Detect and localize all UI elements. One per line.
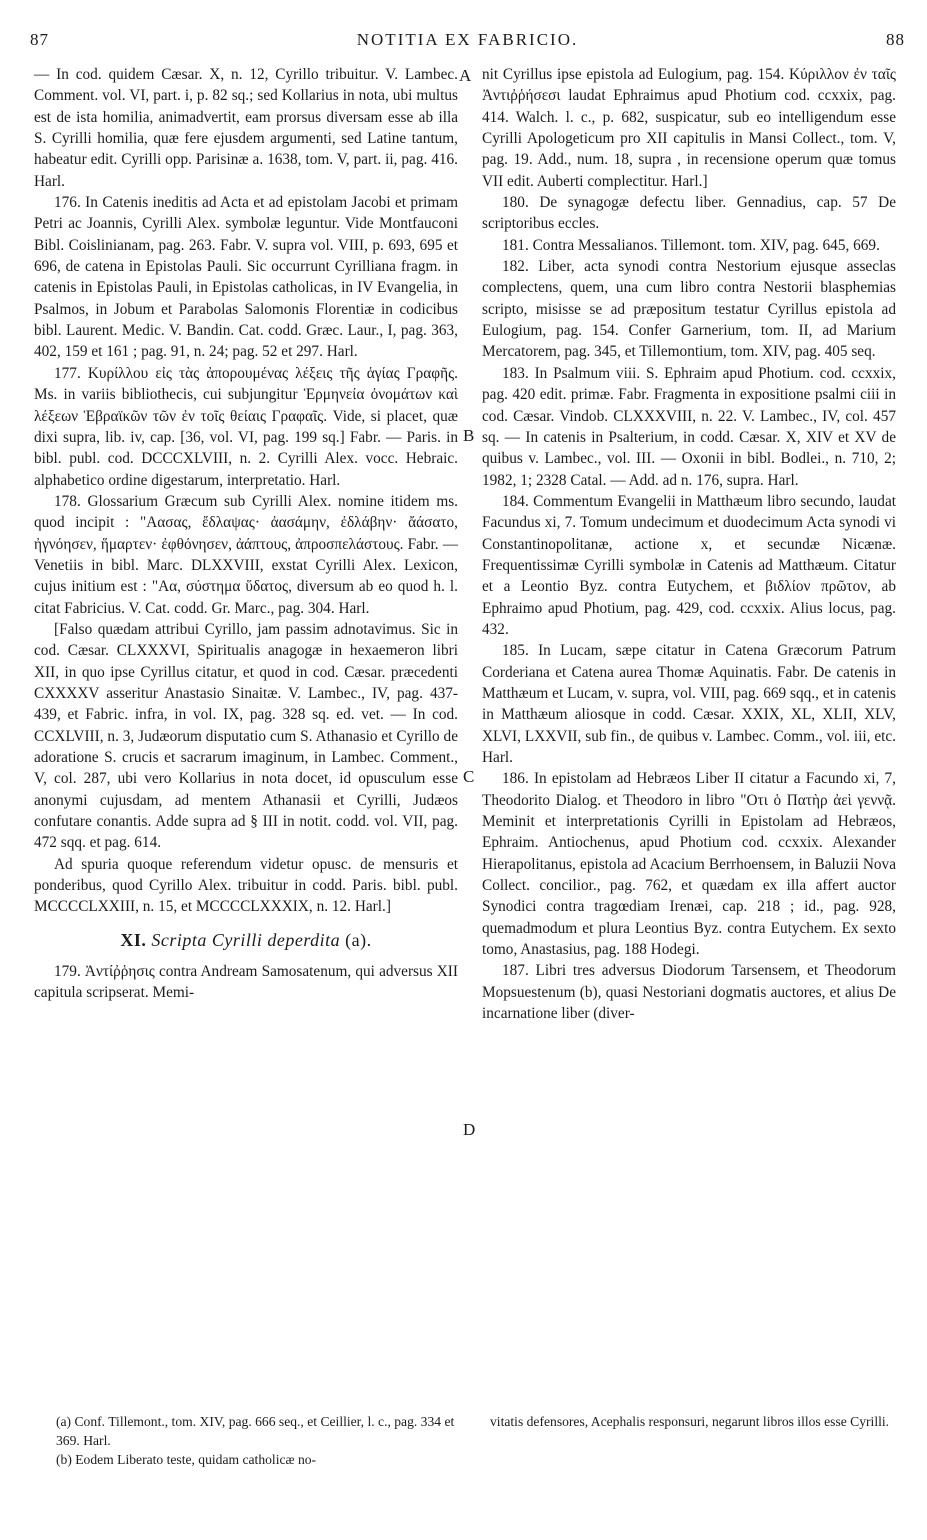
footnotes-right: [490, 1412, 890, 1431]
entry-184: 184. Commentum Evangelii in Matthæum libro secundo, laudat Facundus xi, 7. Tomum undecimum et duodecimum Acta synodi vi Constantinopolitanæ, actione x, et secundæ Nicænæ. Frequentissimæ Cyrilli symbolæ in Catenis ad Matthæum. Citatur et a Leontio Byz. contra Eutychem, et βιδλίον πρῶτον, ab Ephraimo apud Photium, pag. 429, cod. ccxxix. Alius locus, pag. 432.: [482, 492, 896, 638]
paragraph: nit Cyrillus ipse epistola ad Eulogium, pag. 154. Κύριλλον ἐν ταῖς Ἀντιῤῥήσεσι laudat Ephraimus apud Photium cod. ccxxix, pag. 414. Walch. l. c., p. 682, suspicatur, sub eo intelligendum esse Cyrilli Apologeticum pro XII capitulis in Mansi Collect., tom. V, pag. 19. Add., num. 18, supra , in recensione operum quæ tomus VII edit. Auberti complectitur. Harl.]: [482, 66, 896, 190]
margin-letter-d: D: [463, 1120, 476, 1139]
margin-letter-a: A: [459, 66, 472, 85]
entry-176: 176. In Catenis ineditis ad Acta et ad epistolam Jacobi et primam Petri ac Joannis, Cyrilli Alex. symbolæ leguntur. Vide Montfauconi Bibl. Coislinianam, pag. 263. Fabr. V. supra vol. VIII, p. 693, 695 et 696, de catena in Epistolas Pauli. Sic occurrunt Cyrilliana fragm. in catenis in Epistolas Pauli, in Epistolas catholicas, in IV Evangelia, in Psalmos, in Jobum et Parabolas Salomonis Florentiæ in codicibus bibl. Laurent. Medic. V. Bandin. Cat. codd. Græc. Laur., I, pag. 363, 402, 159 et 161 ; pag. 91, n. 24; pag. 52 et 297. Harl.: [34, 194, 458, 361]
entry-185: 185. In Lucam, sæpe citatur in Catena Græcorum Patrum Corderiana et Catena aurea Thomæ Aquinatis. Fabr. De catenis in Matthæum et Lucam, v. supra, vol. VIII, pag. 669 sqq., et in catenis in Matthæum aliosque in codd. Cæsar. XXIX, XL, XLII, XLV, XLVI, LXXVII, sub fin., de quibus v. Lambec. Comm., vol. iii, etc. Harl.: [482, 642, 896, 766]
footnote-b: (b) Eodem Liberato teste, quidam catholicæ no-: [56, 1452, 317, 1467]
entry-186: 186. In epistolam ad Hebræos Liber II citatur a Facundo xi, 7, Theodorito Dialog. et Theodoro in libro "Οτι ὁ Πατὴρ ἀεὶ γεννᾷ. Meminit et interpretationis Cyrilli in Epistolam ad Hebræos, Ephraim. Antiochenus, apud Photium cod. ccxxix. Alexander Hierapolitanus, epistola ad Acacium Berrhoensem, in Baluzii Nova Collect. concilior., pag. 762, et quædam ex illa affert auctor Synodici contra tragœdiam Irenæi, cap. 218 ; id., pag. 928, quemadmodum et plura Leontius Byz. contra Eutychem. Ex sexto tomo, Anastasius, pag. 188 Hodegi.: [482, 770, 896, 959]
entry-179: 179. Ἀντίῤῥησις contra Andream Samosatenum, qui adversus XII capitula scripserat. Memi-: [34, 963, 458, 1002]
entry-180: 180. De synagogæ defectu liber. Gennadius, cap. 57 De scriptoribus eccles.: [482, 194, 896, 233]
left-column: [34, 64, 458, 1004]
right-column: [482, 64, 896, 1024]
entry-183: 183. In Psalmum viii. S. Ephraim apud Photium. cod. ccxxix, pag. 420 edit. primæ. Fabr. Fragmenta in expositione psalmi ciii in cod. Cæsar. Vindob. CLXXXVIII, n. 22. V. Lambec., IV, col. 457 sq. — In catenis in Psalterium, in codd. Cæsar. X, XIV et XV de quibus v. Lambec., vol. III. — Oxonii in bibl. Bodlei., n. 710, 2; 1982, 1; 2328 Catal. — Add. ad n. 176, supra. Harl.: [482, 364, 896, 489]
paragraph: — In cod. quidem Cæsar. X, n. 12, Cyrillo tribuitur. V. Lambec. Comment. vol. VI, part. i, p. 82 sq.; sed Kollarius in nota, ubi multus est de ista homilia, animadvertit, eam prorsus diversam esse ab illa S. Cyrilli homilia, quæ fere ejusdem argumenti, sed Latine tantum, habeatur edit. Cyrilli opp. Parisinæ a. 1638, tom. V, part. ii, pag. 416. Harl.: [34, 66, 458, 190]
running-title: NOTITIA EX FABRICIO.: [356, 30, 579, 49]
paragraph: [Falso quædam attribui Cyrillo, jam passim adnotavimus. Sic in cod. Cæsar. CLXXXVI, Spiritualis anagogæ in hexaemeron libri XII, in quo ipse Cyrillus citatur, et quod in cod. Cæsar. præcedenti CXXXXV asseritur Anastasio Sinaitæ. V. Lambec., IV, pag. 437-439, et Fabric. infra, in vol. IX, pag. 328 sq. ed. vet. — In cod. CCXLVIII, n. 3, Judæorum disputatio cum S. Athanasio et Cyrillo de adoratione S. crucis et sacrarum imaginum, in Lambec. Comment., V, col. 287, ubi vero Kollarius in nota docet, id opusculum esse anonymi cujusdam, ad mentem Athanasii et Cyrilli, Judæos confutare conantis. Adde supra ad § III in notit. codd. vol. VII, pag. 472 sqq. et pag. 614.: [34, 620, 458, 852]
section-heading: [34, 930, 458, 951]
margin-letter-b: B: [463, 426, 475, 445]
margin-letter-c: C: [463, 767, 475, 786]
footnote-a: (a) Conf. Tillemont., tom. XIV, pag. 666 seq., et Ceillier, l. c., pag. 334 et 369. Harl.: [56, 1414, 455, 1448]
entry-178: 178. Glossarium Græcum sub Cyrilli Alex. nomine itidem ms. quod incipit : "Αασας, ἔδλαψας· ἀασάμην, ἐδλάβην· ἄάσατο, ἠγνόησεν, ἥμαρτεν· ἐφθόνησεν, ἀάπτους, ἀπροσπελάστους. Fabr. —Venetiis in bibl. Marc. DLXXVIII, exstat Cyrilli Alex. Lexicon, cujus initium est : "Αα, σύστημα ὕδατος, diversum ab eo quod h. l. citat Fabricius. V. Cat. codd. Gr. Marc., pag. 304. Harl.: [34, 492, 458, 617]
entry-187: 187. Libri tres adversus Diodorum Tarsensem, et Theodorum Mopsuestenum (b), quasi Nestoriani dogmatis auctores, et alius De incarnatione liber (diver-: [482, 962, 896, 1023]
section-title: Scripta Cyrilli deperdita: [151, 929, 341, 950]
page-number-left: 87: [30, 30, 49, 49]
page-number-right: 88: [886, 30, 905, 49]
footnote-continuation: vitatis defensores, Acephalis responsuri, negarunt libros illos esse Cyrilli.: [490, 1414, 890, 1429]
entry-182: 182. Liber, acta synodi contra Nestorium ejusque asseclas complectens, quem, una cum libro contra Nestorii blasphemias scripto, misisse se ad præpositum testatur Cyrillus epistola ad Eulogium, pag. 154. Confer Garnerium, tom. II, ad Marium Mercatorem, pag. 345, et Tillemontium, tom. XIV, pag. 405 seq.: [482, 258, 896, 361]
entry-181: 181. Contra Messalianos. Tillemont. tom. XIV, pag. 645, 669.: [502, 236, 880, 254]
entry-177: 177. Κυρίλλου εἰς τὰς ἀπορουμένας λέξεις τῆς ἁγίας Γραφῆς. Ms. in variis bibliothecis, cui subjungitur Ἑρμηνεία ὀνομάτων καὶ λέξεων Ἑβραϊκῶν τῶν ἐν τοῖς θείαις Γραφαῖς. Vide, si placet, quæ dixi supra, lib. iv, cap. [36, vol. VI, pag. 199 sq.] Fabr. — Paris. in bibl. publ. cod. DCCCXLVIII, n. 2. Cyrilli Alex. vocc. Hebraic. alphabetico ordine digestarum, interpretatio. Harl.: [34, 364, 458, 489]
paragraph: Ad spuria quoque referendum videtur opusc. de mensuris et ponderibus, quod Cyrillo Alex. tribuitur in codd. Paris. bibl. publ. MCCCCLXXIII, n. 15, et MCCCCLXXXIX, n. 12. Harl.]: [34, 855, 458, 916]
section-number: XI.: [120, 929, 147, 950]
footnotes-left: [56, 1412, 456, 1469]
section-note-ref: (a).: [345, 929, 372, 950]
running-header: [30, 30, 905, 56]
